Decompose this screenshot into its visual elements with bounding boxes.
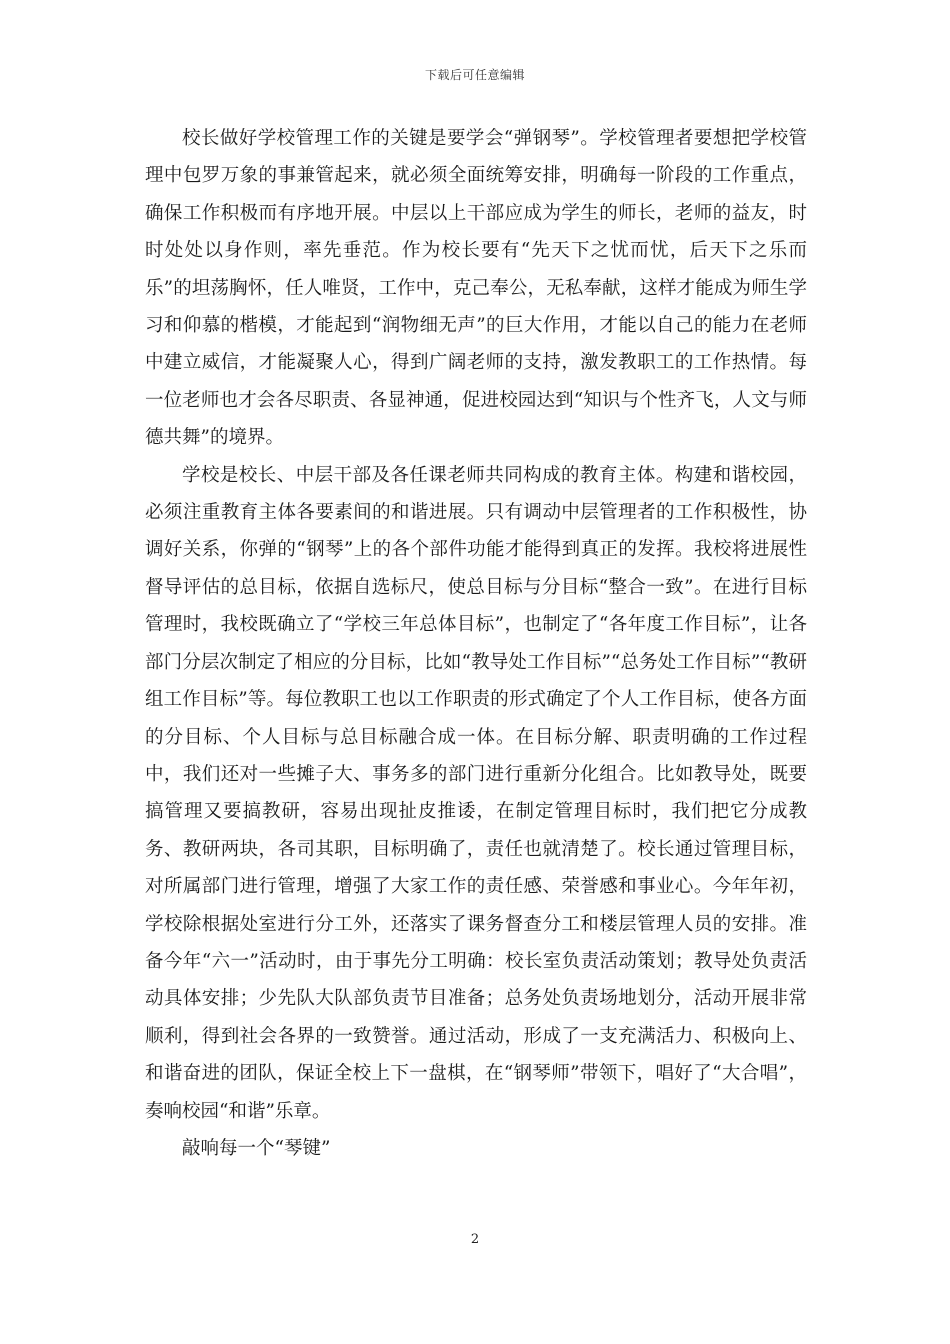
document-body	[145, 120, 807, 1167]
section-heading: 敲响每一个“琴键”	[182, 1137, 331, 1159]
paragraph-education-subject: 学校是校长、中层干部及各任课老师共同构成的教育主体。构建和谐校园，必须注重教育主体各要素间的和谐进展。只有调动中层管理者的工作积极性，协调好关系，你弹的“钢琴”上的各个部件功能才能得到真正的发挥。我校将进展性督导评估的总目标，依据自选标尺，使总目标与分目标“整合一致”。在进行目标管理时，我校既确立了“学校三年总体目标”，也制定了“各年度工作目标”，让各部门分层次制定了相应的分目标，比如“教导处工作目标”“总务处工作目标”“教研组工作目标”等。每位教职工也以工作职责的形式确定了个人工作目标，使各方面的分目标、个人目标与总目标融合成一体。在目标分解、职责明确的工作过程中，我们还对一些摊子大、事务多的部门进行重新分化组合。比如教导处，既要搞管理又要搞教研，容易出现扯皮推诿，在制定管理目标时，我们把它分成教务、教研两块，各司其职，目标明确了，责任也就清楚了。校长通过管理目标，对所属部门进行管理，增强了大家工作的责任感、荣誉感和事业心。今年年初，学校除根据处室进行分工外，还落实了课务督查分工和楼层管理人员的安排。准备今年“六一”活动时，由于事先分工明确：校长室负责活动策划；教导处负责活动具体安排；少先队大队部负责节目准备；总务处负责场地划分，活动开展非常顺利，得到社会各界的一致赞誉。通过活动，形成了一支充满活力、积极向上、和谐奋进的团队，保证全校上下一盘棋，在“钢琴师”带领下，唱好了“大合唱”，奏响校园“和谐”乐章。	[145, 464, 807, 1122]
page-number: 2	[470, 1232, 480, 1247]
page-header: 下载后可任意编辑	[424, 68, 525, 82]
paragraph-principal-role: 校长做好学校管理工作的关键是要学会“弹钢琴”。学校管理者要想把学校管理中包罗万象的事兼管起来，就必须全面统筹安排，明确每一阶段的工作重点，确保工作积极而有序地开展。中层以上干部应成为学生的师长，老师的益友，时时处处以身作则，率先垂范。作为校长要有“先天下之忧而忧，后天下之乐而乐”的坦荡胸怀，任人唯贤，工作中，克己奉公，无私奉献，这样才能成为师生学习和仰慕的楷模，才能起到“润物细无声”的巨大作用，才能以自己的能力在老师中建立威信，才能凝聚人心，得到广阔老师的支持，激发教职工的工作热情。每一位老师也才会各尽职责、各显神通，促进校园达到“知识与个性齐飞，人文与师德共舞”的境界。	[145, 128, 807, 449]
